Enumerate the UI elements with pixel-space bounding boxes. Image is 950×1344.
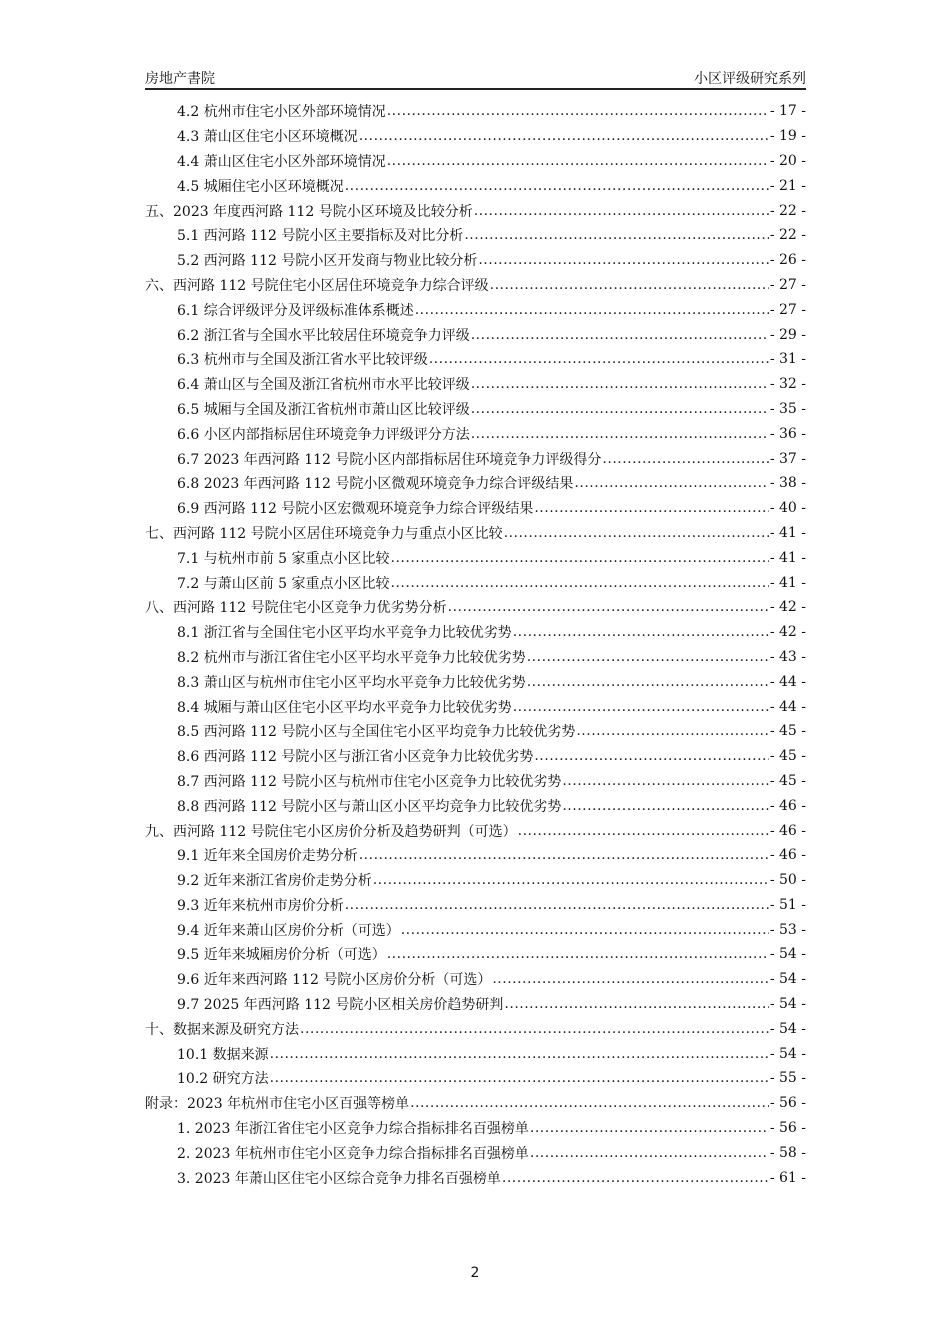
toc-entry-page: - 46 - (769, 847, 806, 864)
toc-entry[interactable] (145, 397, 806, 422)
toc-leader-dots (576, 723, 768, 739)
toc-leader-dots (478, 252, 768, 268)
toc-entry-title: 3. 2023 年萧山区住宅小区综合竞争力排名百强榜单 (177, 1170, 501, 1187)
toc-leader-dots (530, 1145, 769, 1161)
toc-entry[interactable] (145, 173, 806, 198)
toc-leader-dots (534, 748, 768, 764)
toc-entry-title: 6.7 2023 年西河路 112 号院小区内部指标居住环境竞争力评级得分 (177, 451, 602, 468)
toc-entry[interactable] (145, 198, 806, 223)
toc-leader-dots (562, 773, 768, 789)
toc-entry-page: - 42 - (769, 624, 806, 641)
toc-leader-dots (513, 624, 769, 640)
toc-entry-title: 8.3 萧山区与杭州市住宅小区平均水平竞争力比较优劣势 (177, 674, 526, 691)
toc-entry[interactable] (145, 1041, 806, 1066)
toc-leader-dots (270, 1070, 769, 1086)
toc-leader-dots (359, 847, 769, 863)
toc-entry-title: 10.1 数据来源 (177, 1046, 269, 1063)
toc-entry-title: 4.2 杭州市住宅小区外部环境情况 (177, 104, 386, 121)
toc-entry-title: 九、西河路 112 号院住宅小区房价分析及趋势研判（可选） (145, 823, 517, 840)
toc-entry-page: - 46 - (769, 822, 806, 839)
toc-leader-dots (534, 500, 768, 516)
toc-entry-title: 八、西河路 112 号院住宅小区竞争力优劣势分析 (145, 600, 447, 617)
toc-entry[interactable] (145, 769, 806, 794)
toc-leader-dots (471, 426, 769, 442)
header-publisher: 房地产書院 (145, 71, 215, 87)
toc-entry-title: 1. 2023 年浙江省住宅小区竞争力综合指标排名百强榜单 (177, 1121, 529, 1138)
toc-entry[interactable] (145, 149, 806, 174)
toc-entry[interactable] (145, 942, 806, 967)
toc-entry-page: - 54 - (769, 996, 806, 1013)
toc-entry-title: 六、西河路 112 号院住宅小区居住环境竞争力综合评级 (145, 277, 489, 294)
toc-entry-page: - 21 - (769, 177, 806, 194)
toc-entry[interactable] (145, 1140, 806, 1165)
toc-leader-dots (471, 401, 769, 417)
toc-leader-dots (300, 1021, 769, 1037)
toc-entry-page: - 41 - (769, 524, 806, 541)
toc-entry-page: - 44 - (769, 673, 806, 690)
toc-entry[interactable] (145, 818, 806, 843)
table-of-contents (145, 99, 806, 1190)
toc-entry-page: - 54 - (769, 946, 806, 963)
toc-entry[interactable] (145, 917, 806, 942)
toc-entry-page: - 40 - (769, 500, 806, 517)
toc-entry[interactable] (145, 124, 806, 149)
toc-entry[interactable] (145, 992, 806, 1017)
toc-entry-page: - 46 - (769, 797, 806, 814)
toc-entry[interactable] (145, 322, 806, 347)
toc-entry-title: 6.4 萧山区与全国及浙江省杭州市水平比较评级 (177, 377, 470, 394)
toc-entry[interactable] (145, 967, 806, 992)
toc-entry-page: - 38 - (769, 475, 806, 492)
toc-entry-page: - 43 - (769, 648, 806, 665)
toc-entry[interactable] (145, 694, 806, 719)
toc-entry-page: - 27 - (769, 276, 806, 293)
toc-entry-page: - 31 - (769, 351, 806, 368)
toc-entry-title: 5.1 西河路 112 号院小区主要指标及对比分析 (177, 228, 464, 245)
toc-entry-page: - 42 - (769, 599, 806, 616)
toc-entry-title: 8.1 浙江省与全国住宅小区平均水平竞争力比较优劣势 (177, 625, 512, 642)
toc-leader-dots (391, 575, 769, 591)
toc-leader-dots (391, 550, 769, 566)
toc-entry[interactable] (145, 793, 806, 818)
toc-entry-page: - 55 - (769, 1070, 806, 1087)
header-divider (145, 88, 806, 90)
toc-entry[interactable] (145, 893, 806, 918)
toc-entry-title: 9.5 近年来城厢房价分析（可选） (177, 947, 386, 964)
toc-entry-title: 8.5 西河路 112 号院小区与全国住宅小区平均竞争力比较优劣势 (177, 724, 576, 741)
toc-entry-title: 9.1 近年来全国房价走势分析 (177, 848, 358, 865)
toc-leader-dots (410, 1095, 769, 1111)
toc-entry-page: - 26 - (769, 252, 806, 269)
toc-entry-page: - 56 - (769, 1095, 806, 1112)
toc-entry-title: 9.6 近年来西河路 112 号院小区房价分析（可选） (177, 972, 492, 989)
toc-entry[interactable] (145, 521, 806, 546)
toc-entry-title: 8.2 杭州市与浙江省住宅小区平均水平竞争力比较优劣势 (177, 649, 526, 666)
toc-leader-dots (359, 128, 769, 144)
toc-leader-dots (504, 996, 768, 1012)
toc-leader-dots (387, 103, 769, 119)
page-header (145, 66, 806, 88)
toc-entry-title: 2. 2023 年杭州市住宅小区竞争力综合指标排名百强榜单 (177, 1145, 529, 1162)
toc-leader-dots (345, 897, 769, 913)
toc-entry[interactable] (145, 669, 806, 694)
toc-leader-dots (471, 376, 769, 392)
toc-leader-dots (474, 203, 769, 219)
toc-entry-page: - 36 - (769, 425, 806, 442)
toc-entry-page: - 41 - (769, 549, 806, 566)
toc-entry[interactable] (145, 446, 806, 471)
toc-leader-dots (504, 525, 769, 541)
toc-entry[interactable] (145, 496, 806, 521)
toc-entry-title: 4.5 城厢住宅小区环境概况 (177, 178, 344, 195)
toc-entry[interactable] (145, 372, 806, 397)
toc-entry-page: - 32 - (769, 376, 806, 393)
toc-entry-page: - 37 - (769, 450, 806, 467)
toc-leader-dots (490, 277, 769, 293)
toc-entry-title: 9.7 2025 年西河路 112 号院小区相关房价趋势研判 (177, 997, 504, 1014)
toc-entry[interactable] (145, 570, 806, 595)
toc-leader-dots (530, 1120, 769, 1136)
toc-entry-title: 9.2 近年来浙江省房价走势分析 (177, 873, 372, 890)
toc-entry-title: 七、西河路 112 号院小区居住环境竞争力与重点小区比较 (145, 525, 503, 542)
toc-leader-dots (527, 674, 769, 690)
toc-entry-page: - 41 - (769, 574, 806, 591)
toc-entry-page: - 61 - (769, 1169, 806, 1186)
header-series-title: 小区评级研究系列 (694, 71, 806, 87)
toc-leader-dots (464, 227, 768, 243)
toc-entry-page: - 27 - (769, 301, 806, 318)
toc-entry-title: 6.8 2023 年西河路 112 号院小区微观环境竞争力综合评级结果 (177, 476, 574, 493)
toc-entry[interactable] (145, 645, 806, 670)
toc-entry[interactable] (145, 744, 806, 769)
toc-entry-title: 8.7 西河路 112 号院小区与杭州市住宅小区竞争力比较优劣势 (177, 773, 562, 790)
toc-entry-page: - 35 - (769, 400, 806, 417)
toc-entry[interactable] (145, 1165, 806, 1190)
toc-entry-page: - 54 - (769, 1045, 806, 1062)
toc-leader-dots (471, 327, 769, 343)
toc-leader-dots (562, 798, 768, 814)
toc-leader-dots (270, 1046, 769, 1062)
toc-entry-title: 6.9 西河路 112 号院小区宏微观环境竞争力综合评级结果 (177, 501, 534, 518)
toc-leader-dots (518, 823, 769, 839)
toc-entry-title: 6.2 浙江省与全国水平比较居住环境竞争力评级 (177, 327, 470, 344)
toc-entry[interactable] (145, 719, 806, 744)
toc-entry-page: - 54 - (769, 1020, 806, 1037)
toc-entry-title: 8.8 西河路 112 号院小区与萧山区小区平均竞争力比较优劣势 (177, 798, 562, 815)
toc-entry[interactable] (145, 347, 806, 372)
toc-leader-dots (502, 1170, 769, 1186)
toc-leader-dots (345, 178, 769, 194)
toc-entry-title: 4.4 萧山区住宅小区外部环境情况 (177, 153, 386, 170)
toc-entry[interactable] (145, 1066, 806, 1091)
toc-entry[interactable] (145, 620, 806, 645)
toc-entry[interactable] (145, 273, 806, 298)
toc-entry-page: - 51 - (769, 896, 806, 913)
toc-entry-title: 7.1 与杭州市前 5 家重点小区比较 (177, 550, 390, 567)
toc-leader-dots (602, 451, 768, 467)
toc-entry-title: 6.6 小区内部指标居住环境竞争力评级评分方法 (177, 426, 470, 443)
toc-entry[interactable] (145, 1116, 806, 1141)
toc-entry[interactable] (145, 595, 806, 620)
toc-entry[interactable] (145, 248, 806, 273)
toc-entry-page: - 56 - (769, 1120, 806, 1137)
toc-entry-title: 8.4 城厢与萧山区住宅小区平均水平竞争力比较优劣势 (177, 699, 512, 716)
toc-leader-dots (387, 946, 769, 962)
toc-entry-page: - 58 - (769, 1144, 806, 1161)
toc-entry-title: 7.2 与萧山区前 5 家重点小区比较 (177, 575, 390, 592)
toc-entry-page: - 45 - (769, 772, 806, 789)
toc-entry-page: - 53 - (769, 921, 806, 938)
toc-entry-title: 6.1 综合评级评分及评级标准体系概述 (177, 302, 414, 319)
toc-entry-title: 十、数据来源及研究方法 (145, 1021, 299, 1038)
toc-entry[interactable] (145, 471, 806, 496)
toc-entry-page: - 20 - (769, 152, 806, 169)
toc-entry-title: 6.3 杭州市与全国及浙江省水平比较评级 (177, 352, 428, 369)
toc-entry-page: - 45 - (769, 748, 806, 765)
toc-entry[interactable] (145, 1016, 806, 1041)
toc-entry-page: - 22 - (769, 202, 806, 219)
toc-leader-dots (527, 649, 769, 665)
toc-entry-page: - 17 - (769, 103, 806, 120)
toc-leader-dots (387, 153, 769, 169)
toc-leader-dots (492, 971, 768, 987)
toc-entry-page: - 45 - (769, 723, 806, 740)
toc-leader-dots (448, 599, 769, 615)
page-number: 2 (470, 1265, 480, 1281)
toc-entry-title: 4.3 萧山区住宅小区环境概况 (177, 129, 358, 146)
toc-entry-page: - 19 - (769, 128, 806, 145)
toc-entry[interactable] (145, 223, 806, 248)
toc-leader-dots (415, 302, 769, 318)
toc-entry[interactable] (145, 1091, 806, 1116)
toc-entry-title: 8.6 西河路 112 号院小区与浙江省小区竞争力比较优劣势 (177, 749, 534, 766)
toc-entry-title: 9.3 近年来杭州市房价分析 (177, 897, 344, 914)
toc-entry-title: 5.2 西河路 112 号院小区开发商与物业比较分析 (177, 253, 478, 270)
toc-entry-title: 附录：2023 年杭州市住宅小区百强等榜单 (145, 1096, 410, 1113)
toc-entry-page: - 44 - (769, 698, 806, 715)
toc-entry[interactable] (145, 297, 806, 322)
toc-entry-title: 五、2023 年度西河路 112 号院小区环境及比较分析 (145, 203, 473, 220)
toc-leader-dots (401, 922, 769, 938)
toc-leader-dots (373, 872, 769, 888)
toc-leader-dots (429, 351, 769, 367)
toc-entry-page: - 22 - (769, 227, 806, 244)
toc-entry-page: - 29 - (769, 326, 806, 343)
toc-entry[interactable] (145, 868, 806, 893)
toc-entry-page: - 54 - (769, 971, 806, 988)
toc-entry[interactable] (145, 421, 806, 446)
toc-entry-title: 10.2 研究方法 (177, 1071, 269, 1088)
toc-entry[interactable] (145, 843, 806, 868)
toc-entry-page: - 50 - (769, 872, 806, 889)
toc-entry[interactable] (145, 545, 806, 570)
toc-leader-dots (513, 699, 769, 715)
toc-entry-title: 6.5 城厢与全国及浙江省杭州市萧山区比较评级 (177, 401, 470, 418)
toc-leader-dots (574, 475, 768, 491)
toc-entry-title: 9.4 近年来萧山区房价分析（可选） (177, 922, 400, 939)
toc-entry[interactable] (145, 99, 806, 124)
